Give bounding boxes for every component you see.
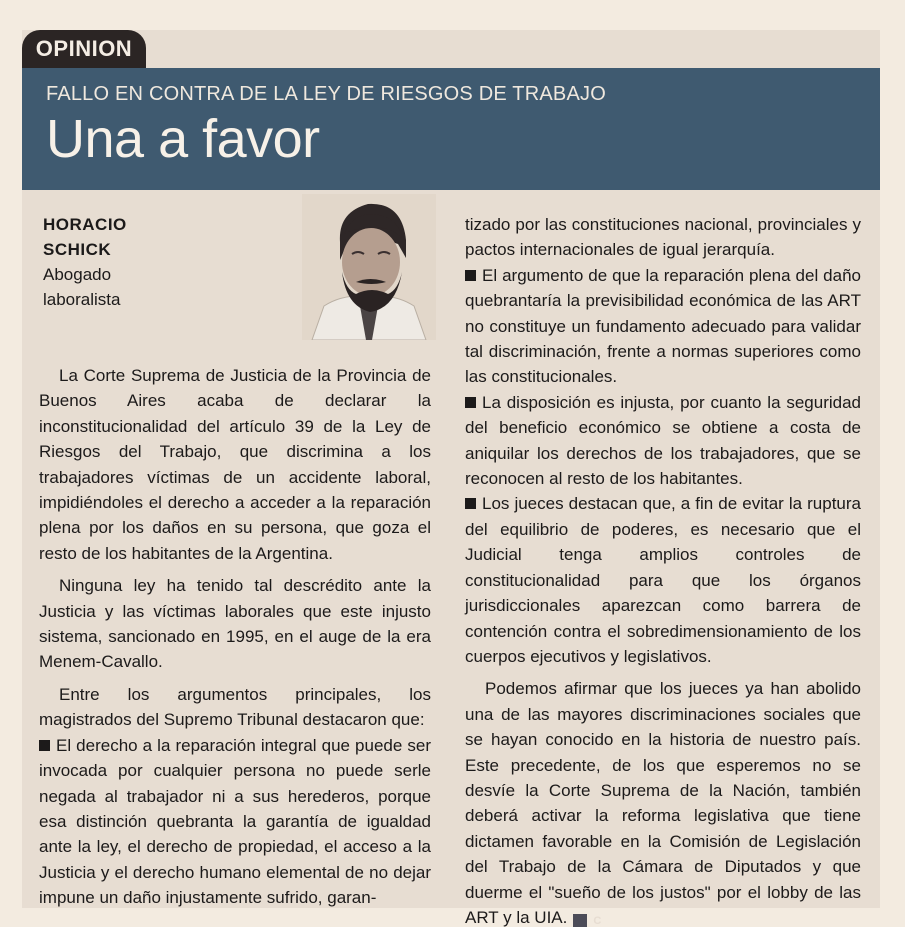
bullet-square-icon (39, 740, 50, 751)
headline: Una a favor (46, 109, 320, 169)
bullet-text: El derecho a la reparación integral que puede ser invocada por cualquier persona no puede serle negada al trabajador ni a sus herederos, porque esa distinción quebranta la garantía de igualdad ante la ley, el derecho de propiedad, el acceso a la Justicia y el derecho humano elemental de no dejar impune un daño injustamente sufrido, garan- (39, 735, 431, 908)
paragraph: Entre los argumentos principales, los magistrados del Supremo Tribunal destacaron que: (39, 684, 431, 730)
closing-text: Podemos afirmar que los jueces ya han abolido una de las mayores discriminaciones sociales que se hayan conocido en la historia de nuestro país. Este precedente, de los que esperemos no se desvíe la Corte Suprema de la Nación, también deberá activar la reforma legislativa que tiene dictamen favorable en la Comisión de Legislación del Trabajo de la Cámara de Diputados y que duerme el "sueño de los justos" por el lobby de las ART y la UIA. (465, 679, 861, 927)
closing-paragraph (465, 676, 861, 927)
byline (43, 212, 127, 312)
author-name-line1: HORACIO (43, 215, 127, 234)
section-tab: OPINION (22, 30, 146, 68)
paragraph: tizado por las constituciones nacional, provinciales y pactos internacionales de igual jerarquía. (465, 215, 861, 260)
bullet-text: El argumento de que la reparación plena del daño quebrantaría la previsibilidad económica de las ART no constituye un fundamento adecuado para validar tal discriminación, frente a normas superiores como las constitucionales. (465, 265, 861, 387)
author-role-line1: Abogado (43, 265, 112, 284)
bullet-paragraph (39, 733, 431, 911)
article-right-column (465, 212, 861, 927)
paragraph: Ninguna ley ha tenido tal descrédito ante la Justicia y las víctimas laborales que este injusto sistema, sancionado en 1995, en el auge de la era Menem-Cavallo. (39, 576, 431, 672)
article-left-column (39, 363, 431, 911)
bullet-paragraph (465, 491, 861, 669)
author-name-line2: SCHICK (43, 240, 112, 259)
end-mark-icon: C (573, 914, 587, 927)
bullet-text: Los jueces destacan que, a fin de evitar la ruptura del equilibrio de poderes, es necesario que el Judicial tenga amplios controles de constitucionalidad para que los órganos jurisdiccionales aparezcan como barrera de contención contra el sobredimensionamiento de los cuerpos ejecutivos y legislativos. (465, 494, 861, 666)
bullet-text: La disposición es injusta, por cuanto la seguridad del beneficio económico se obtiene a costa de aniquilar los derechos de los trabajadores, que se reconocen al resto de los habitantes. (465, 392, 861, 489)
bullet-square-icon (465, 397, 476, 408)
kicker: FALLO EN CONTRA DE LA LEY DE RIESGOS DE TRABAJO (46, 83, 606, 105)
bullet-square-icon (465, 498, 476, 509)
author-photo (302, 194, 436, 340)
author-role-line2: laboralista (43, 290, 121, 309)
bullet-paragraph (465, 390, 861, 492)
bullet-square-icon (465, 270, 476, 281)
paragraph: La Corte Suprema de Justicia de la Provincia de Buenos Aires acaba de declarar la inconstitucionalidad del artículo 39 de la Ley de Riesgos del Trabajo, que discrimina a los trabajadores víctimas de un accidente laboral, impidiéndoles el derecho a acceder a la reparación plena por los daños en su persona, que goza el resto de los habitantes de la Argentina. (39, 366, 431, 563)
bullet-paragraph (465, 263, 861, 390)
